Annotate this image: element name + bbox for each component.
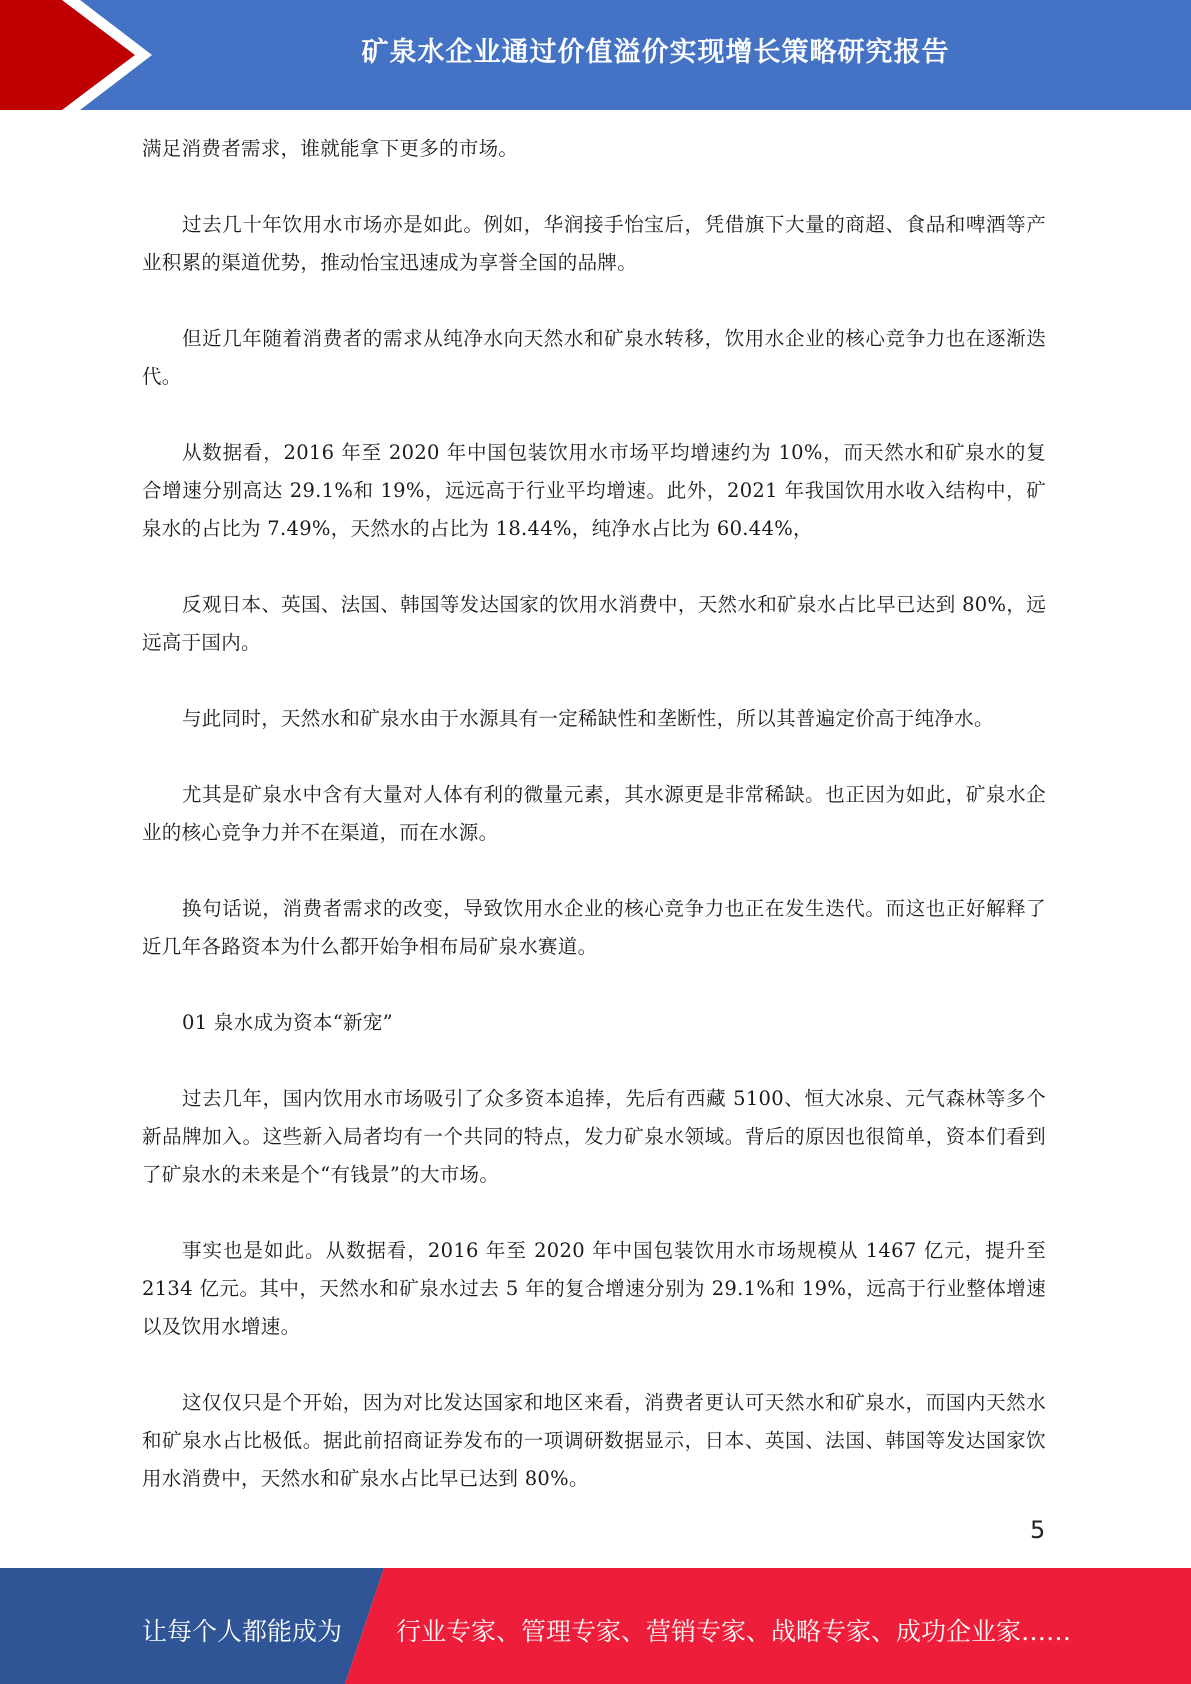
paragraph: 但近几年随着消费者的需求从纯净水向天然水和矿泉水转移，饮用水企业的核心竞争力也在逐渐迭代。 bbox=[142, 327, 1046, 388]
section-heading: 01 泉水成为资本“新宠” bbox=[182, 1011, 393, 1034]
footer-slogan-right: 行业专家、管理专家、营销专家、战略专家、成功企业家…… bbox=[396, 1617, 1072, 1646]
paragraph: 尤其是矿泉水中含有大量对人体有利的微量元素，其水源更是非常稀缺。也正因为如此，矿泉水企业的核心竞争力并不在渠道，而在水源。 bbox=[142, 783, 1046, 844]
document-title: 矿泉水企业通过价值溢价实现增长策略研究报告 bbox=[361, 37, 950, 68]
paragraph: 过去几十年饮用水市场亦是如此。例如，华润接手怡宝后，凭借旗下大量的商超、食品和啤酒等产业积累的渠道优势，推动怡宝迅速成为享誉全国的品牌。 bbox=[142, 213, 1046, 274]
page-footer bbox=[0, 1568, 1191, 1684]
footer-slogan-left: 让每个人都能成为 bbox=[142, 1617, 343, 1646]
article-body bbox=[142, 130, 1046, 1536]
paragraph: 满足消费者需求，谁就能拿下更多的市场。 bbox=[142, 137, 519, 160]
paragraph: 从数据看，2016 年至 2020 年中国包装饮用水市场平均增速约为 10%，而天然水和矿泉水的复合增速分别高达 29.1%和 19%，远远高于行业平均增速。此外，2021 年我国饮用水收入结构中，矿泉水的占比为 7.49%，天然水的占比为 18.44%，纯净水占比为 60.44%， bbox=[142, 441, 1046, 540]
page-header bbox=[0, 0, 1191, 110]
paragraph: 换句话说，消费者需求的改变，导致饮用水企业的核心竞争力也正在发生迭代。而这也正好解释了近几年各路资本为什么都开始争相布局矿泉水赛道。 bbox=[142, 897, 1046, 958]
paragraph: 这仅仅只是个开始，因为对比发达国家和地区来看，消费者更认可天然水和矿泉水，而国内天然水和矿泉水占比极低。据此前招商证券发布的一项调研数据显示，日本、英国、法国、韩国等发达国家饮用水消费中，天然水和矿泉水占比早已达到 80%。 bbox=[142, 1391, 1046, 1490]
paragraph: 反观日本、英国、法国、韩国等发达国家的饮用水消费中，天然水和矿泉水占比早已达到 80%，远远高于国内。 bbox=[142, 593, 1046, 654]
paragraph: 事实也是如此。从数据看，2016 年至 2020 年中国包装饮用水市场规模从 1467 亿元，提升至 2134 亿元。其中，天然水和矿泉水过去 5 年的复合增速分别为 29.1%和 19%，远高于行业整体增速以及饮用水增速。 bbox=[142, 1239, 1046, 1338]
page-number: 5 bbox=[1030, 1516, 1046, 1544]
paragraph: 与此同时，天然水和矿泉水由于水源具有一定稀缺性和垄断性，所以其普遍定价高于纯净水。 bbox=[182, 707, 994, 730]
paragraph: 过去几年，国内饮用水市场吸引了众多资本追捧，先后有西藏 5100、恒大冰泉、元气森林等多个新品牌加入。这些新入局者均有一个共同的特点，发力矿泉水领域。背后的原因也很简单，资本们看到了矿泉水的未来是个“有钱景”的大市场。 bbox=[142, 1087, 1046, 1186]
